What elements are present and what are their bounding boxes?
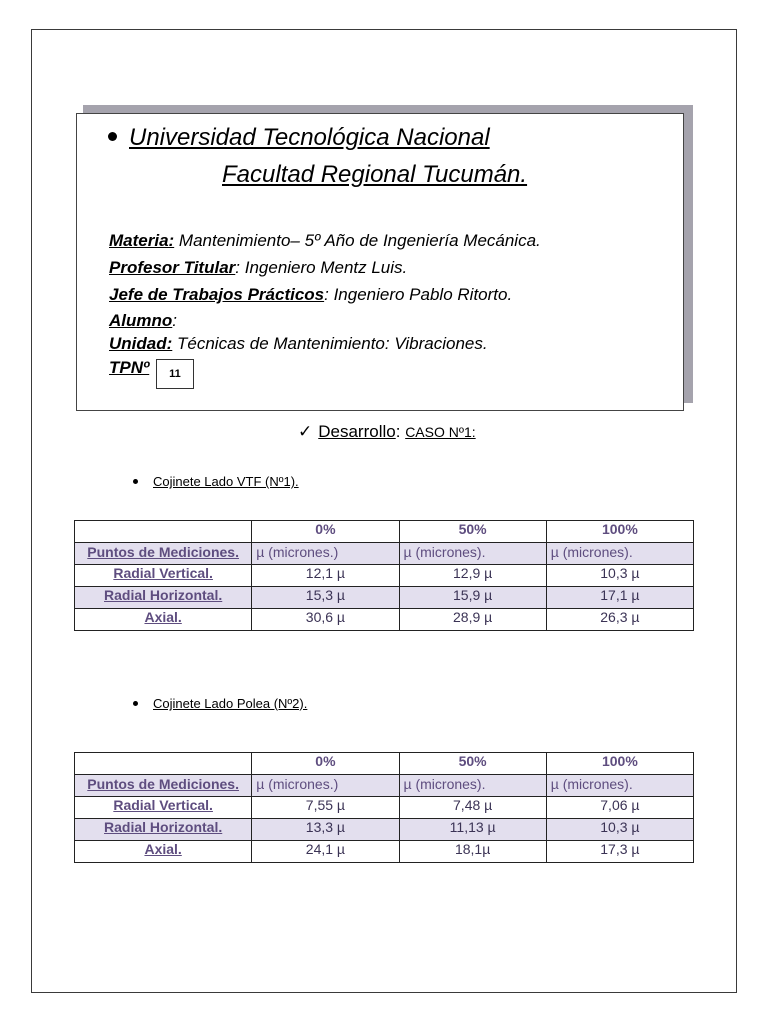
table-row: Axial. 24,1 µ 18,1µ 17,3 µ (75, 841, 694, 863)
measurements-table-1 (74, 520, 694, 631)
tp-number-box: 11 (156, 359, 194, 389)
bullet-icon (108, 132, 117, 141)
field-alumno: Alumno: (109, 311, 178, 330)
table-row: Radial Vertical. 12,1 µ 12,9 µ 10,3 µ (75, 565, 694, 587)
faculty-title: Facultad Regional Tucumán. (222, 161, 528, 188)
table-row: Puntos de Mediciones. µ (micrones.) µ (micrones). µ (micrones). (75, 775, 694, 797)
measurements-table-2 (74, 752, 694, 863)
table-header-row: 0% 50% 100% (75, 521, 694, 543)
table2-caption: Cojinete Lado Polea (Nº2). (133, 696, 307, 711)
section-heading: ✓ Desarrollo: CASO Nº1: (298, 422, 476, 441)
table-header-row: 0% 50% 100% (75, 753, 694, 775)
university-title: Universidad Tecnológica Nacional (108, 124, 490, 152)
bullet-icon (133, 701, 138, 706)
bullet-icon (133, 479, 138, 484)
table-row: Puntos de Mediciones. µ (micrones.) µ (micrones). µ (micrones). (75, 543, 694, 565)
table-row: Radial Horizontal. 13,3 µ 11,13 µ 10,3 µ (75, 819, 694, 841)
table-row: Radial Vertical. 7,55 µ 7,48 µ 7,06 µ (75, 797, 694, 819)
checkmark-icon: ✓ (298, 422, 313, 441)
field-materia: Materia: Mantenimiento– 5º Año de Ingeniería Mecánica. (109, 231, 541, 250)
field-unidad: Unidad: Técnicas de Mantenimiento: Vibraciones. (109, 334, 488, 353)
table1-caption: Cojinete Lado VTF (Nº1). (133, 474, 299, 489)
field-jefe: Jefe de Trabajos Prácticos: Ingeniero Pablo Ritorto. (109, 285, 513, 304)
table-row: Axial. 30,6 µ 28,9 µ 26,3 µ (75, 609, 694, 631)
field-tp: TPNº (109, 358, 150, 377)
field-profesor: Profesor Titular: Ingeniero Mentz Luis. (109, 258, 408, 277)
table-row: Radial Horizontal. 15,3 µ 15,9 µ 17,1 µ (75, 587, 694, 609)
